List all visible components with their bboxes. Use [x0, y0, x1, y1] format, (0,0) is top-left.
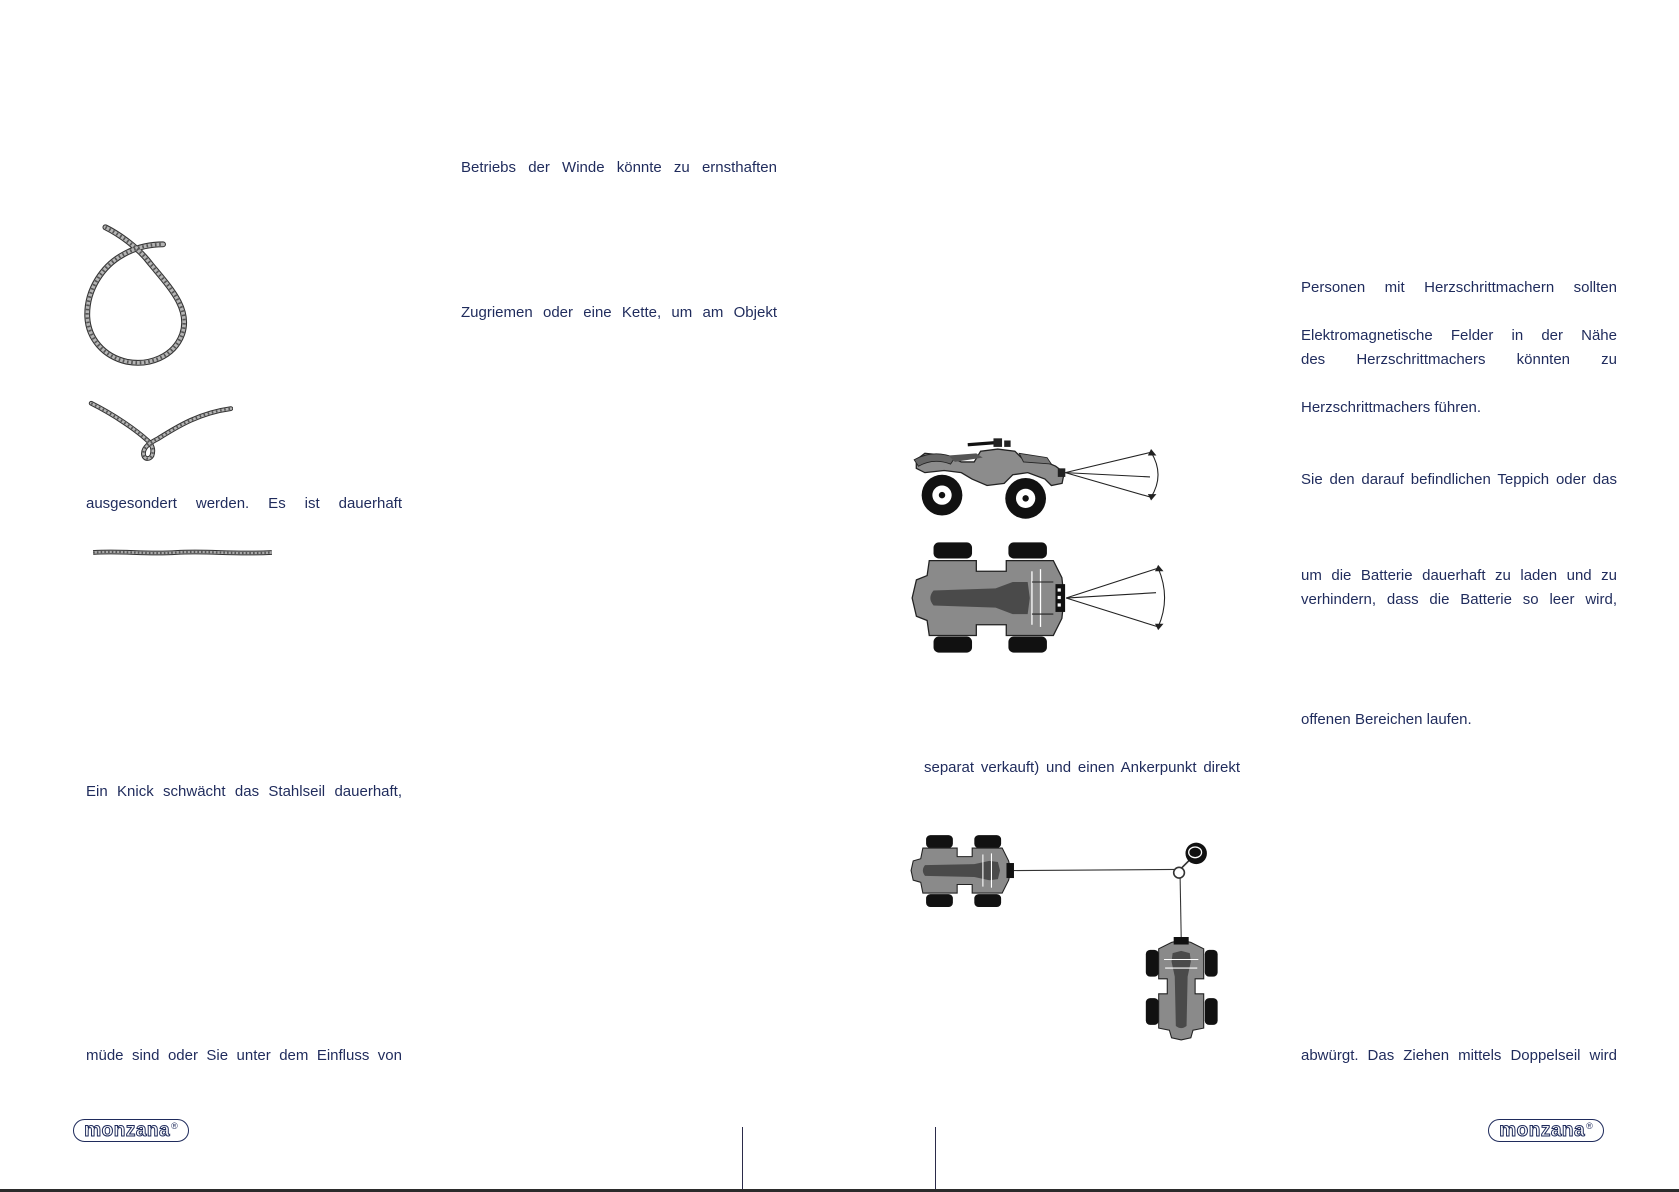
- column2-line-2: Zugriemen oder eine Kette, um am Objekt: [461, 304, 777, 321]
- snatch-block-hook: [1174, 867, 1185, 878]
- column4-line-8: offenen Bereichen laufen.: [1301, 711, 1472, 728]
- column4-line-6: um die Batterie dauerhaft zu laden und zu: [1301, 567, 1617, 584]
- atv-side-view-headlight-illustration: [912, 434, 1165, 522]
- column4-line-4: Herzschrittmachers führen.: [1301, 399, 1482, 416]
- column4-line-3: des Herzschrittmachers könnten zu: [1301, 351, 1617, 368]
- column4-line-5: Sie den darauf befindlichen Teppich oder das: [1301, 471, 1617, 488]
- atv-top-view-headlight-illustration: [910, 539, 1171, 656]
- registered-mark: ®: [171, 1121, 178, 1131]
- headlight-beam: [1065, 452, 1158, 497]
- atv-snatch-block-diagram: [910, 833, 1223, 1041]
- headlight-beam: [1066, 568, 1164, 627]
- beam-arrow-top: [1155, 565, 1164, 571]
- atv-body: [912, 561, 1065, 636]
- column4-line-9: abwürgt. Das Ziehen mittels Doppelseil wird: [1301, 1047, 1617, 1064]
- column3-line-1: separat verkauft) und einen Ankerpunkt direkt: [924, 759, 1240, 776]
- pulling-atv: [911, 835, 1014, 907]
- winch-cable-vertical: [1180, 878, 1181, 937]
- column4-line-7: verhindern, dass die Batterie so leer wird,: [1301, 591, 1617, 608]
- column2-line-1: Betriebs der Winde könnte zu ernsthaften: [461, 159, 777, 176]
- beam-arrow-bottom: [1155, 624, 1164, 630]
- winch-cable-horizontal: [1014, 869, 1176, 870]
- brand-logo-right: [1488, 1119, 1604, 1142]
- column1-line-3: müde sind oder Sie unter dem Einfluss von: [86, 1047, 402, 1064]
- stuck-atv: [1146, 937, 1218, 1040]
- column1-line-2: Ein Knick schwächt das Stahlseil dauerhaft,: [86, 783, 402, 800]
- atv-front-wheel: [1005, 478, 1046, 519]
- brand-logo-left: [73, 1119, 189, 1142]
- logo-wordmark: monzana: [84, 1120, 171, 1141]
- rope-crushed-illustration: [91, 547, 274, 558]
- column4-line-1: Personen mit Herzschrittmachern sollten: [1301, 279, 1617, 296]
- logo-wordmark: monzana: [1499, 1120, 1586, 1141]
- atv-rear-wheel: [922, 475, 963, 516]
- registered-mark: ®: [1586, 1121, 1593, 1131]
- anchor-point: [1180, 843, 1207, 870]
- page-gutter-line-right: [935, 1127, 936, 1192]
- page-gutter-line-left: [742, 1127, 743, 1192]
- column4-line-2: Elektromagnetische Felder in der Nähe: [1301, 327, 1617, 344]
- rope-kink-illustration: [88, 400, 233, 462]
- rope-loop-illustration: [84, 223, 193, 366]
- column1-line-1: ausgesondert werden. Es ist dauerhaft: [86, 495, 402, 512]
